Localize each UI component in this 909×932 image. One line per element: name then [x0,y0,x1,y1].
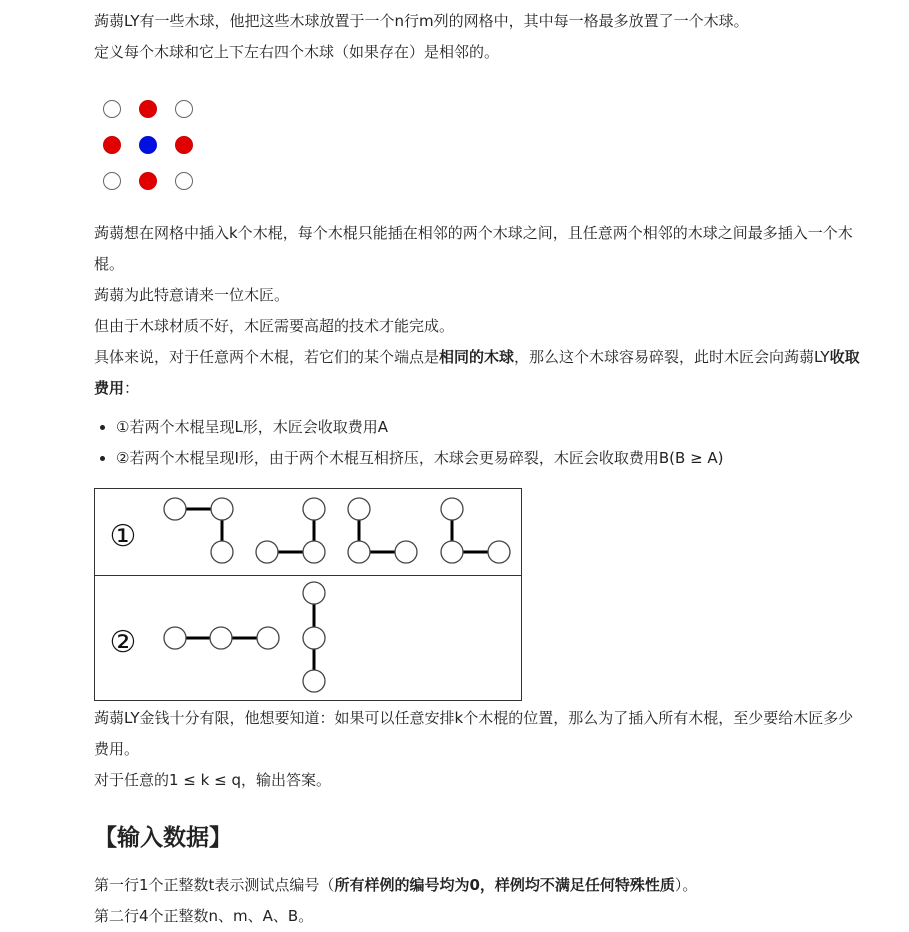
paragraph-carpenter: 蒟蒻为此特意请来一位木匠。 [94,286,290,304]
paragraph-query-range: 对于任意的1 ≤ k ≤ q，输出答案。 [94,771,331,789]
ball-r2-c0 [103,172,121,190]
rule-i-shape: • ②若两个木棍呈现I形，由于两个木棍互相挤压，木球会更易碎裂，木匠会收取费用B(B ≥ A) [116,443,864,474]
ball-r0-c1 [139,100,157,118]
section-title-input: 【输入数据】 [94,825,232,851]
ball-r1-c2 [175,136,193,154]
paragraph-adjacency: 定义每个木球和它上下左右四个木球（如果存在）是相邻的。 [94,43,500,61]
paragraph-sticks: 蒟蒻想在网格中插入k个木棍，每个木棍只能插在相邻的两个木球之间，且任意两个相邻的木球之间最多插入一个木棍。 [94,224,853,273]
problem-statement [94,0,864,932]
ball-r1-c1 [139,136,157,154]
stick-shapes-figure [94,488,522,701]
paragraph-question: 蒟蒻LY金钱十分有限，他想要知道：如果可以任意安排k个木棍的位置，那么为了插入所有木棍，至少要给木匠多少费用。 [94,709,854,758]
paragraph-input-line2: 第二行4个正整数n、m、A、B。 [94,907,314,925]
paragraph-input-line1: 第一行1个正整数t表示测试点编号（所有样例的编号均为0，样例均不满足任何特殊性质）。 [94,876,698,894]
label-l-shape: ① [109,519,137,554]
label-i-shape: ② [109,625,137,660]
stick-shapes-diagram [95,489,523,702]
ball-r2-c1 [139,172,157,190]
cost-rules-list [94,412,864,474]
ball-grid-illustration [94,68,864,188]
rule-l-shape: • ①若两个木棍呈现L形，木匠会收取费用A [116,412,864,443]
ball-r0-c2 [175,100,193,118]
ball-circles [164,498,510,692]
paragraph-material: 但由于木球材质不好，木匠需要高超的技术才能完成。 [94,317,455,335]
ball-r1-c0 [103,136,121,154]
ball-r2-c2 [175,172,193,190]
paragraph-intro: 蒟蒻LY有一些木球，他把这些木球放置于一个n行m列的网格中，其中每一格最多放置了一个木球。 [94,12,749,30]
stick-lines [175,509,499,681]
paragraph-cost-rule: 具体来说，对于任意两个木棍，若它们的某个端点是相同的木球，那么这个木球容易碎裂，此时木匠会向蒟蒻LY收取费用： [94,348,860,397]
ball-r0-c0 [103,100,121,118]
